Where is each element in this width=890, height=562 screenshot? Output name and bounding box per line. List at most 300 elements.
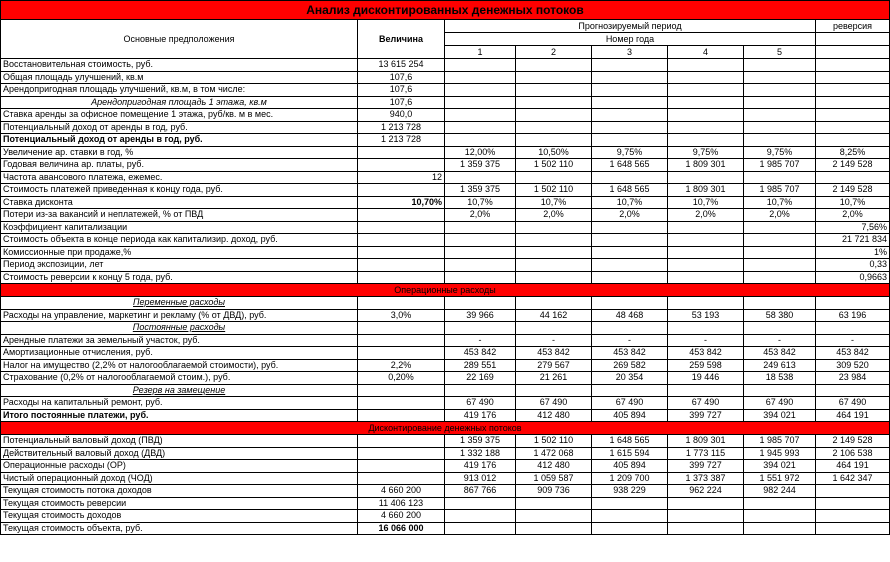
header-value[interactable]: Величина [358, 20, 445, 59]
header-year-1[interactable]: 1 [445, 46, 516, 59]
row-value[interactable] [358, 435, 445, 448]
row-label[interactable]: Итого постоянные платежи, руб. [1, 409, 358, 422]
year-cell[interactable]: 67 490 [668, 397, 744, 410]
year-cell[interactable] [668, 221, 744, 234]
row-value[interactable] [358, 246, 445, 259]
row-value[interactable] [358, 384, 445, 397]
year-cell[interactable]: - [592, 334, 668, 347]
year-cell[interactable]: 9,75% [744, 146, 816, 159]
year-cell[interactable] [445, 297, 516, 310]
row-value[interactable]: 1 213 728 [358, 121, 445, 134]
year-cell[interactable]: 1 809 301 [668, 159, 744, 172]
year-cell[interactable]: 1 502 110 [516, 159, 592, 172]
year-cell[interactable] [744, 322, 816, 335]
year-cell[interactable]: 419 176 [445, 409, 516, 422]
year-cell[interactable] [668, 271, 744, 284]
year-cell[interactable]: 453 842 [592, 347, 668, 360]
row-value[interactable] [358, 322, 445, 335]
row-value[interactable] [358, 209, 445, 222]
year-cell[interactable]: 2,0% [668, 209, 744, 222]
year-cell[interactable]: 962 224 [668, 485, 744, 498]
year-cell[interactable] [516, 71, 592, 84]
year-cell[interactable]: 405 894 [592, 460, 668, 473]
year-cell[interactable] [445, 59, 516, 72]
header-forecast[interactable]: Прогнозируемый период [445, 20, 816, 33]
year-cell[interactable] [592, 384, 668, 397]
year-cell[interactable]: 2,0% [516, 209, 592, 222]
year-cell[interactable] [445, 271, 516, 284]
year-cell[interactable] [592, 259, 668, 272]
row-value[interactable]: 107,6 [358, 84, 445, 97]
year-cell[interactable]: 867 766 [445, 485, 516, 498]
year-cell[interactable]: 453 842 [516, 347, 592, 360]
header-year-5[interactable]: 5 [744, 46, 816, 59]
row-label[interactable]: Арендные платежи за земельный участок, руб. [1, 334, 358, 347]
row-label[interactable]: Текущая стоимость реверсии [1, 497, 358, 510]
reversion-cell[interactable]: 63 196 [816, 309, 890, 322]
row-label[interactable]: Налог на имущество (2,2% от налогооблагаемой стоимости), руб. [1, 359, 358, 372]
year-cell[interactable] [516, 134, 592, 147]
year-cell[interactable]: 21 261 [516, 372, 592, 385]
reversion-cell[interactable] [816, 322, 890, 335]
row-label[interactable]: Стоимость реверсии к концу 5 года, руб. [1, 271, 358, 284]
year-cell[interactable] [592, 522, 668, 535]
row-value[interactable] [358, 409, 445, 422]
year-cell[interactable] [592, 297, 668, 310]
header-year-3[interactable]: 3 [592, 46, 668, 59]
year-cell[interactable] [445, 121, 516, 134]
year-cell[interactable]: 1 059 587 [516, 472, 592, 485]
year-cell[interactable] [445, 84, 516, 97]
year-cell[interactable]: 1 648 565 [592, 184, 668, 197]
reversion-cell[interactable]: 21 721 834 [816, 234, 890, 247]
section-discounting[interactable]: Дисконтирование денежных потоков [1, 422, 890, 435]
reversion-cell[interactable] [816, 84, 890, 97]
year-cell[interactable] [744, 59, 816, 72]
row-label[interactable]: Текущая стоимость доходов [1, 510, 358, 523]
year-cell[interactable] [516, 234, 592, 247]
year-cell[interactable]: 289 551 [445, 359, 516, 372]
year-cell[interactable] [744, 384, 816, 397]
year-cell[interactable]: 20 354 [592, 372, 668, 385]
year-cell[interactable] [744, 522, 816, 535]
year-cell[interactable]: 259 598 [668, 359, 744, 372]
row-label[interactable]: Коэффициент капитализации [1, 221, 358, 234]
reversion-cell[interactable] [816, 485, 890, 498]
year-cell[interactable]: 44 162 [516, 309, 592, 322]
year-cell[interactable] [445, 322, 516, 335]
reversion-cell[interactable]: 2,0% [816, 209, 890, 222]
row-label[interactable]: Годовая величина ар. платы, руб. [1, 159, 358, 172]
reversion-cell[interactable]: 453 842 [816, 347, 890, 360]
reversion-cell[interactable] [816, 510, 890, 523]
year-cell[interactable]: 12,00% [445, 146, 516, 159]
year-cell[interactable] [744, 109, 816, 122]
year-cell[interactable]: 1 551 972 [744, 472, 816, 485]
year-cell[interactable] [445, 510, 516, 523]
row-label[interactable]: Постоянные расходы [1, 322, 358, 335]
reversion-cell[interactable]: 1% [816, 246, 890, 259]
year-cell[interactable] [516, 246, 592, 259]
year-cell[interactable] [668, 297, 744, 310]
reversion-cell[interactable] [816, 384, 890, 397]
year-cell[interactable]: 1 648 565 [592, 159, 668, 172]
year-cell[interactable] [744, 171, 816, 184]
year-cell[interactable] [668, 497, 744, 510]
reversion-cell[interactable] [816, 171, 890, 184]
year-cell[interactable]: 10,7% [592, 196, 668, 209]
row-label[interactable]: Комиссионные при продаже,% [1, 246, 358, 259]
year-cell[interactable]: 19 446 [668, 372, 744, 385]
row-label[interactable]: Амортизационные отчисления, руб. [1, 347, 358, 360]
year-cell[interactable]: 913 012 [445, 472, 516, 485]
header-year-2[interactable]: 2 [516, 46, 592, 59]
row-value[interactable] [358, 259, 445, 272]
year-cell[interactable] [445, 71, 516, 84]
row-label[interactable]: Арендопригодная площадь 1 этажа, кв.м [1, 96, 358, 109]
year-cell[interactable]: 249 613 [744, 359, 816, 372]
year-cell[interactable]: 1 773 115 [668, 447, 744, 460]
reversion-cell[interactable]: 10,7% [816, 196, 890, 209]
year-cell[interactable] [445, 134, 516, 147]
reversion-cell[interactable]: 67 490 [816, 397, 890, 410]
row-value[interactable] [358, 271, 445, 284]
year-cell[interactable]: 982 244 [744, 485, 816, 498]
year-cell[interactable]: 419 176 [445, 460, 516, 473]
reversion-cell[interactable]: 464 191 [816, 460, 890, 473]
header-empty-cell[interactable] [816, 46, 890, 59]
year-cell[interactable] [592, 109, 668, 122]
year-cell[interactable] [592, 497, 668, 510]
year-cell[interactable] [516, 497, 592, 510]
reversion-cell[interactable]: 23 984 [816, 372, 890, 385]
year-cell[interactable]: 67 490 [592, 397, 668, 410]
row-label[interactable]: Страхование (0,2% от налогооблагаемой стоим.), руб. [1, 372, 358, 385]
year-cell[interactable] [445, 246, 516, 259]
year-cell[interactable] [744, 96, 816, 109]
year-cell[interactable] [592, 59, 668, 72]
year-cell[interactable] [592, 234, 668, 247]
row-value[interactable] [358, 297, 445, 310]
year-cell[interactable] [744, 121, 816, 134]
year-cell[interactable] [668, 71, 744, 84]
year-cell[interactable] [744, 84, 816, 97]
row-value[interactable] [358, 184, 445, 197]
reversion-cell[interactable] [816, 59, 890, 72]
year-cell[interactable] [592, 71, 668, 84]
row-label[interactable]: Переменные расходы [1, 297, 358, 310]
year-cell[interactable] [744, 271, 816, 284]
row-label[interactable]: Потенциальный доход от аренды в год, руб. [1, 121, 358, 134]
year-cell[interactable]: 58 380 [744, 309, 816, 322]
row-value[interactable] [358, 146, 445, 159]
row-value[interactable]: 107,6 [358, 96, 445, 109]
year-cell[interactable] [744, 510, 816, 523]
header-year-number[interactable]: Номер года [445, 33, 816, 46]
reversion-cell[interactable]: 0,9663 [816, 271, 890, 284]
row-value[interactable] [358, 234, 445, 247]
year-cell[interactable] [668, 510, 744, 523]
year-cell[interactable] [445, 234, 516, 247]
year-cell[interactable]: 10,7% [445, 196, 516, 209]
year-cell[interactable] [668, 59, 744, 72]
row-label[interactable]: Резерв на замещение [1, 384, 358, 397]
row-label[interactable]: Текущая стоимость объекта, руб. [1, 522, 358, 535]
header-empty-cell[interactable] [816, 33, 890, 46]
year-cell[interactable] [744, 234, 816, 247]
reversion-cell[interactable]: 0,33 [816, 259, 890, 272]
row-value[interactable]: 3,0% [358, 309, 445, 322]
row-value[interactable]: 4 660 200 [358, 510, 445, 523]
year-cell[interactable] [668, 121, 744, 134]
year-cell[interactable]: 453 842 [668, 347, 744, 360]
year-cell[interactable] [668, 96, 744, 109]
year-cell[interactable]: 909 736 [516, 485, 592, 498]
reversion-cell[interactable] [816, 134, 890, 147]
year-cell[interactable] [744, 221, 816, 234]
year-cell[interactable] [592, 121, 668, 134]
year-cell[interactable] [445, 171, 516, 184]
row-value[interactable] [358, 221, 445, 234]
row-value[interactable] [358, 347, 445, 360]
row-value[interactable]: 107,6 [358, 71, 445, 84]
row-label[interactable]: Период экспозиции, лет [1, 259, 358, 272]
row-value[interactable]: 16 066 000 [358, 522, 445, 535]
year-cell[interactable]: 1 502 110 [516, 184, 592, 197]
reversion-cell[interactable]: 7,56% [816, 221, 890, 234]
year-cell[interactable]: 2,0% [445, 209, 516, 222]
year-cell[interactable]: 9,75% [592, 146, 668, 159]
year-cell[interactable]: 9,75% [668, 146, 744, 159]
year-cell[interactable]: 1 809 301 [668, 435, 744, 448]
year-cell[interactable] [592, 96, 668, 109]
year-cell[interactable] [516, 109, 592, 122]
year-cell[interactable] [668, 171, 744, 184]
year-cell[interactable]: 53 193 [668, 309, 744, 322]
row-value[interactable]: 11 406 123 [358, 497, 445, 510]
reversion-cell[interactable] [816, 71, 890, 84]
year-cell[interactable] [445, 221, 516, 234]
row-value[interactable] [358, 460, 445, 473]
year-cell[interactable] [592, 84, 668, 97]
year-cell[interactable]: 279 567 [516, 359, 592, 372]
year-cell[interactable] [516, 84, 592, 97]
row-value[interactable] [358, 159, 445, 172]
year-cell[interactable] [516, 522, 592, 535]
year-cell[interactable]: 405 894 [592, 409, 668, 422]
year-cell[interactable] [668, 522, 744, 535]
year-cell[interactable] [516, 384, 592, 397]
year-cell[interactable] [516, 221, 592, 234]
year-cell[interactable] [668, 384, 744, 397]
sheet-title[interactable]: Анализ дисконтированных денежных потоков [1, 1, 890, 20]
year-cell[interactable]: - [668, 334, 744, 347]
row-label[interactable]: Расходы на капитальный ремонт, руб. [1, 397, 358, 410]
year-cell[interactable] [592, 246, 668, 259]
reversion-cell[interactable] [816, 121, 890, 134]
year-cell[interactable] [592, 322, 668, 335]
year-cell[interactable] [668, 234, 744, 247]
year-cell[interactable] [445, 384, 516, 397]
row-label[interactable]: Арендопригодная площадь улучшений, кв.м, в том числе: [1, 84, 358, 97]
year-cell[interactable] [668, 322, 744, 335]
row-value[interactable]: 10,70% [358, 196, 445, 209]
year-cell[interactable]: 1 985 707 [744, 435, 816, 448]
reversion-cell[interactable] [816, 109, 890, 122]
year-cell[interactable]: 394 021 [744, 460, 816, 473]
year-cell[interactable] [592, 221, 668, 234]
row-label[interactable]: Потенциальный валовый доход (ПВД) [1, 435, 358, 448]
year-cell[interactable]: 412 480 [516, 460, 592, 473]
year-cell[interactable] [668, 246, 744, 259]
reversion-cell[interactable]: 2 106 538 [816, 447, 890, 460]
row-value[interactable]: 12 [358, 171, 445, 184]
row-label[interactable]: Стоимость объекта в конце периода как капитализир. доход, руб. [1, 234, 358, 247]
year-cell[interactable]: - [516, 334, 592, 347]
year-cell[interactable] [744, 134, 816, 147]
year-cell[interactable] [516, 297, 592, 310]
row-label[interactable]: Общая площадь улучшений, кв.м [1, 71, 358, 84]
row-label[interactable]: Потери из-за вакансий и неплатежей, % от ПВД [1, 209, 358, 222]
year-cell[interactable]: 1 472 068 [516, 447, 592, 460]
row-value[interactable]: 4 660 200 [358, 485, 445, 498]
year-cell[interactable]: 67 490 [445, 397, 516, 410]
year-cell[interactable]: 10,7% [516, 196, 592, 209]
reversion-cell[interactable] [816, 522, 890, 535]
section-operating-expenses[interactable]: Операционные расходы [1, 284, 890, 297]
year-cell[interactable] [516, 259, 592, 272]
year-cell[interactable] [668, 134, 744, 147]
year-cell[interactable] [445, 259, 516, 272]
year-cell[interactable] [516, 59, 592, 72]
year-cell[interactable]: 18 538 [744, 372, 816, 385]
row-label[interactable]: Увеличение ар. ставки в год, % [1, 146, 358, 159]
row-label[interactable]: Ставка дисконта [1, 196, 358, 209]
row-value[interactable] [358, 334, 445, 347]
row-label[interactable]: Частота авансового платежа, ежемес. [1, 171, 358, 184]
year-cell[interactable] [668, 259, 744, 272]
row-label[interactable]: Расходы на управление, маркетинг и рекламу (% от ДВД), руб. [1, 309, 358, 322]
year-cell[interactable] [592, 510, 668, 523]
year-cell[interactable] [516, 271, 592, 284]
year-cell[interactable] [516, 171, 592, 184]
year-cell[interactable]: 2,0% [744, 209, 816, 222]
year-cell[interactable] [445, 497, 516, 510]
year-cell[interactable] [592, 271, 668, 284]
row-label[interactable]: Стоимость платежей приведенная к концу года, руб. [1, 184, 358, 197]
year-cell[interactable]: 1 809 301 [668, 184, 744, 197]
year-cell[interactable] [445, 522, 516, 535]
row-label[interactable]: Действительный валовый доход (ДВД) [1, 447, 358, 460]
reversion-cell[interactable] [816, 497, 890, 510]
reversion-cell[interactable]: - [816, 334, 890, 347]
row-value[interactable] [358, 472, 445, 485]
year-cell[interactable] [516, 96, 592, 109]
row-value[interactable]: 940,0 [358, 109, 445, 122]
year-cell[interactable]: - [445, 334, 516, 347]
row-label[interactable]: Ставка аренды за офисное помещение 1 этажа, руб/кв. м в мес. [1, 109, 358, 122]
reversion-cell[interactable]: 8,25% [816, 146, 890, 159]
year-cell[interactable]: 269 582 [592, 359, 668, 372]
year-cell[interactable]: 412 480 [516, 409, 592, 422]
year-cell[interactable]: 48 468 [592, 309, 668, 322]
row-label[interactable]: Операционные расходы (ОР) [1, 460, 358, 473]
row-value[interactable]: 13 615 254 [358, 59, 445, 72]
row-label[interactable]: Восстановительная стоимость, руб. [1, 59, 358, 72]
year-cell[interactable]: 394 021 [744, 409, 816, 422]
reversion-cell[interactable] [816, 297, 890, 310]
row-label[interactable]: Текущая стоимость потока доходов [1, 485, 358, 498]
year-cell[interactable]: 39 966 [445, 309, 516, 322]
year-cell[interactable]: 1 359 375 [445, 184, 516, 197]
header-reversion[interactable]: реверсия [816, 20, 890, 33]
year-cell[interactable]: 399 727 [668, 409, 744, 422]
year-cell[interactable]: 1 373 387 [668, 472, 744, 485]
year-cell[interactable]: 22 169 [445, 372, 516, 385]
year-cell[interactable]: 1 615 594 [592, 447, 668, 460]
year-cell[interactable]: 67 490 [744, 397, 816, 410]
year-cell[interactable]: 1 648 565 [592, 435, 668, 448]
year-cell[interactable] [592, 134, 668, 147]
reversion-cell[interactable]: 309 520 [816, 359, 890, 372]
year-cell[interactable] [516, 322, 592, 335]
year-cell[interactable]: 1 209 700 [592, 472, 668, 485]
year-cell[interactable] [744, 297, 816, 310]
reversion-cell[interactable]: 1 642 347 [816, 472, 890, 485]
year-cell[interactable]: 1 359 375 [445, 159, 516, 172]
year-cell[interactable]: 399 727 [668, 460, 744, 473]
year-cell[interactable]: 1 985 707 [744, 159, 816, 172]
year-cell[interactable]: 10,50% [516, 146, 592, 159]
reversion-cell[interactable]: 2 149 528 [816, 159, 890, 172]
year-cell[interactable] [445, 109, 516, 122]
reversion-cell[interactable]: 2 149 528 [816, 435, 890, 448]
year-cell[interactable]: 1 502 110 [516, 435, 592, 448]
year-cell[interactable] [592, 171, 668, 184]
year-cell[interactable] [744, 259, 816, 272]
year-cell[interactable]: 1 945 993 [744, 447, 816, 460]
year-cell[interactable]: 1 359 375 [445, 435, 516, 448]
year-cell[interactable] [516, 121, 592, 134]
row-value[interactable]: 1 213 728 [358, 134, 445, 147]
year-cell[interactable]: 453 842 [445, 347, 516, 360]
year-cell[interactable] [744, 246, 816, 259]
year-cell[interactable] [668, 84, 744, 97]
row-label[interactable]: Чистый операционный доход (ЧОД) [1, 472, 358, 485]
year-cell[interactable] [668, 109, 744, 122]
reversion-cell[interactable] [816, 96, 890, 109]
reversion-cell[interactable]: 2 149 528 [816, 184, 890, 197]
year-cell[interactable] [744, 497, 816, 510]
year-cell[interactable]: 938 229 [592, 485, 668, 498]
year-cell[interactable]: 67 490 [516, 397, 592, 410]
row-value[interactable]: 0,20% [358, 372, 445, 385]
header-assumptions[interactable]: Основные предположения [1, 20, 358, 59]
year-cell[interactable]: 10,7% [668, 196, 744, 209]
year-cell[interactable] [445, 96, 516, 109]
year-cell[interactable]: 1 985 707 [744, 184, 816, 197]
row-value[interactable]: 2,2% [358, 359, 445, 372]
year-cell[interactable]: 1 332 188 [445, 447, 516, 460]
year-cell[interactable] [516, 510, 592, 523]
row-value[interactable] [358, 447, 445, 460]
row-value[interactable] [358, 397, 445, 410]
year-cell[interactable]: 2,0% [592, 209, 668, 222]
year-cell[interactable]: 453 842 [744, 347, 816, 360]
reversion-cell[interactable]: 464 191 [816, 409, 890, 422]
year-cell[interactable]: - [744, 334, 816, 347]
header-year-4[interactable]: 4 [668, 46, 744, 59]
